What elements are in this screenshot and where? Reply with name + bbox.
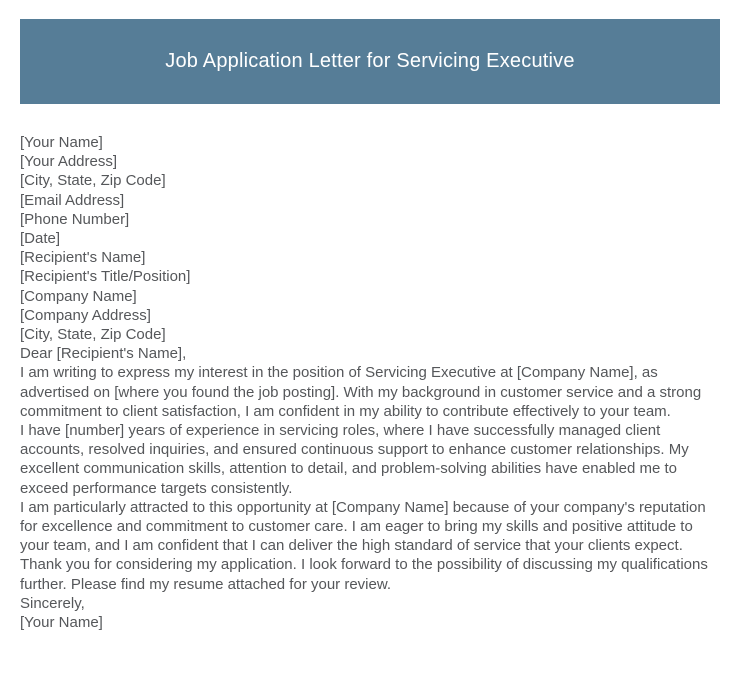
address-line: [Your Name]: [20, 134, 103, 151]
salutation: Dear [Recipient's Name],: [20, 345, 187, 363]
address-line: [Recipient's Title/Position]: [20, 268, 191, 286]
letter-paragraph: I have [number] years of experience in servicing roles, where I have successfully managed client accounts, resolved inquiries, and ensured continuous support to enhance customer relationships. My excellent communication skills, attention to detail, and problem-solving abilities have enabled me to exceed performance targets consistently.: [20, 422, 689, 497]
address-line: [City, State, Zip Code]: [20, 326, 166, 344]
address-line: [Company Address]: [20, 306, 151, 324]
address-line: [Phone Number]: [20, 210, 130, 228]
signature: [Your Name]: [20, 614, 103, 632]
letter-body: [20, 133, 720, 632]
address-line: [Your Address]: [20, 153, 118, 171]
address-line: [Recipient's Name]: [20, 249, 146, 267]
address-line: [Company Name]: [20, 287, 137, 305]
letter-paragraph: I am writing to express my interest in the position of Servicing Executive at [Company Name], as advertised on [where you found the job posting]. With my background in customer service and a strong commitment to client satisfaction, I am confident in my ability to contribute effectively to your team.: [20, 364, 702, 420]
address-line: [Email Address]: [20, 191, 125, 209]
page-title: Job Application Letter for Servicing Executive: [165, 50, 575, 72]
address-line: [City, State, Zip Code]: [20, 172, 166, 190]
closing: Sincerely,: [20, 594, 85, 612]
letter-paragraph: Thank you for considering my application. I look forward to the possibility of discussing my qualifications further. Please find my resume attached for your review.: [20, 556, 708, 593]
letter-paragraph: I am particularly attracted to this opportunity at [Company Name] because of your company's reputation for excellence and commitment to customer care. I am eager to bring my skills and positive attitude to your team, and I am confident that I can deliver the high standard of service that your clients expect.: [20, 498, 706, 555]
address-line: [Date]: [20, 230, 61, 248]
letter-title-banner: [20, 19, 720, 104]
